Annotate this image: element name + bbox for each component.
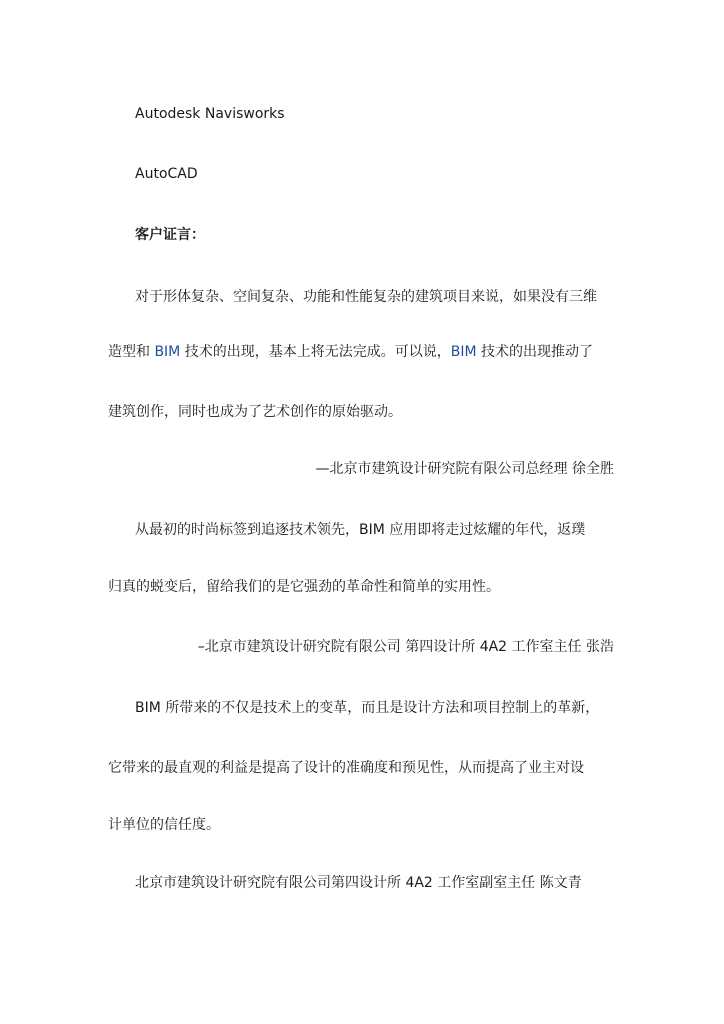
testimonial1-attribution: —北京市建筑设计研究院有限公司总经理 徐全胜: [315, 461, 614, 477]
text-segment: 技术的出现，基本上将无法完成。可以说，: [180, 344, 451, 360]
testimonial1-line3: 建筑创作，同时也成为了艺术创作的原始驱动。: [108, 404, 402, 420]
testimonial2-line1: 从最初的时尚标签到追逐技术领先，BIM 应用即将走过炫耀的年代，返璞: [135, 522, 586, 538]
testimonial3-line2: 它带来的最直观的利益是提高了设计的准确度和预见性，从而提高了业主对设: [108, 760, 584, 776]
testimonial3-attribution: 北京市建筑设计研究院有限公司第四设计所 4A2 工作室副室主任 陈文青: [135, 875, 582, 891]
testimonial1-line2: [108, 342, 593, 362]
software-item-autocad: AutoCAD: [135, 166, 198, 182]
testimonial3-line3: 计单位的信任度。: [108, 817, 220, 833]
testimonials-heading: 客户证言：: [135, 227, 205, 243]
software-item-navisworks: Autodesk Navisworks: [135, 106, 285, 122]
testimonial2-attribution: –北京市建筑设计研究院有限公司 第四设计所 4A2 工作室主任 张浩: [197, 639, 614, 655]
bim-term: BIM: [450, 344, 477, 360]
bim-term: BIM: [154, 344, 181, 360]
testimonial1-line1: 对于形体复杂、空间复杂、功能和性能复杂的建筑项目来说，如果没有三维: [135, 289, 597, 305]
testimonial3-line1: BIM 所带来的不仅是技术上的变革，而且是设计方法和项目控制上的革新，: [135, 700, 600, 716]
text-segment: 技术的出现推动了: [476, 344, 593, 360]
testimonial2-line2: 归真的蜕变后，留给我们的是它强劲的革命性和简单的实用性。: [108, 579, 500, 595]
text-segment: 造型和: [108, 344, 155, 360]
